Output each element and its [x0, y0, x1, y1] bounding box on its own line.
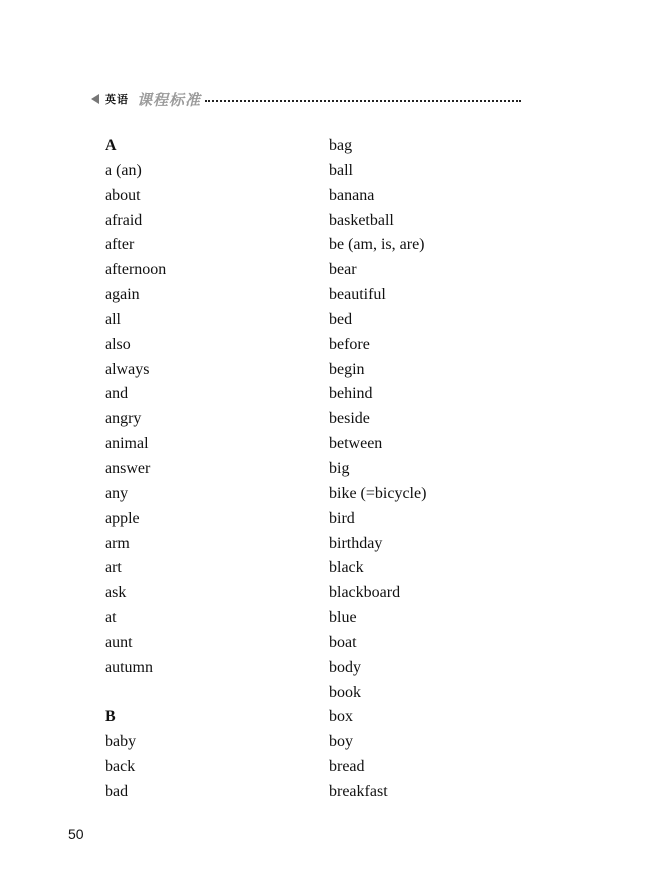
word-list-item: blue [329, 609, 357, 627]
word-list-item: book [329, 683, 361, 701]
word-list-item: about [105, 186, 141, 204]
word-list-item: art [105, 559, 122, 577]
word-list-item: black [329, 559, 364, 577]
word-list-item: baby [105, 733, 137, 751]
word-list-item: ask [105, 584, 127, 602]
section-letter-heading: A [105, 137, 117, 154]
word-list-item: birthday [329, 534, 383, 552]
word-list-item: boat [329, 633, 357, 651]
page-number: 50 [68, 826, 84, 842]
word-list-right-column [329, 137, 426, 808]
word-list-item: apple [105, 509, 140, 527]
word-list-item: and [105, 385, 129, 403]
word-list-item: also [105, 335, 131, 353]
word-list-item: arm [105, 534, 130, 552]
word-list-item: afraid [105, 211, 143, 229]
word-list-item: begin [329, 360, 365, 378]
word-list-item: autumn [105, 658, 153, 676]
word-list-item: all [105, 310, 121, 328]
word-list-item: bread [329, 758, 365, 776]
word-list-item: bear [329, 261, 357, 279]
header-dotted-leader [205, 100, 521, 102]
section-letter-heading: B [105, 708, 116, 726]
word-list-item: always [105, 360, 150, 378]
word-list-item: big [329, 459, 350, 477]
word-list-item: bird [329, 509, 355, 527]
word-list-left-column [105, 137, 166, 808]
word-list-item: any [105, 484, 129, 502]
word-list-item: beautiful [329, 286, 386, 304]
word-list-item [105, 684, 166, 709]
word-list-item: bike (=bicycle) [329, 484, 427, 502]
left-arrow-icon [91, 94, 99, 104]
word-list-item: angry [105, 410, 142, 428]
word-list-item: again [105, 286, 140, 304]
word-list-item: blackboard [329, 584, 401, 602]
word-list-item: between [329, 435, 383, 453]
word-list-item: boy [329, 733, 353, 751]
word-list-item: bag [329, 137, 353, 154]
word-list-item: back [105, 758, 136, 776]
word-list-item: breakfast [329, 782, 388, 800]
header-subject: 英语 [105, 93, 129, 106]
word-list-item: answer [105, 459, 151, 477]
word-list-item: beside [329, 410, 370, 428]
header-title: 课程标准 [137, 90, 202, 109]
word-list-item: before [329, 335, 370, 353]
word-list-item: afternoon [105, 261, 167, 279]
word-list-item: at [105, 609, 117, 627]
word-list-item: box [329, 708, 353, 726]
word-list-item: banana [329, 186, 375, 204]
word-list-item: animal [105, 435, 149, 453]
running-header [91, 89, 521, 109]
word-list-item: behind [329, 385, 373, 403]
word-list-item: be (am, is, are) [329, 236, 425, 254]
word-list-item: aunt [105, 633, 133, 651]
word-list-item: bed [329, 310, 353, 328]
word-list-item: ball [329, 161, 353, 179]
word-list-item: after [105, 236, 135, 254]
word-list-item: bad [105, 782, 129, 800]
word-list-item: body [329, 658, 361, 676]
word-list-item: a (an) [105, 161, 142, 179]
word-list-item: basketball [329, 211, 394, 229]
